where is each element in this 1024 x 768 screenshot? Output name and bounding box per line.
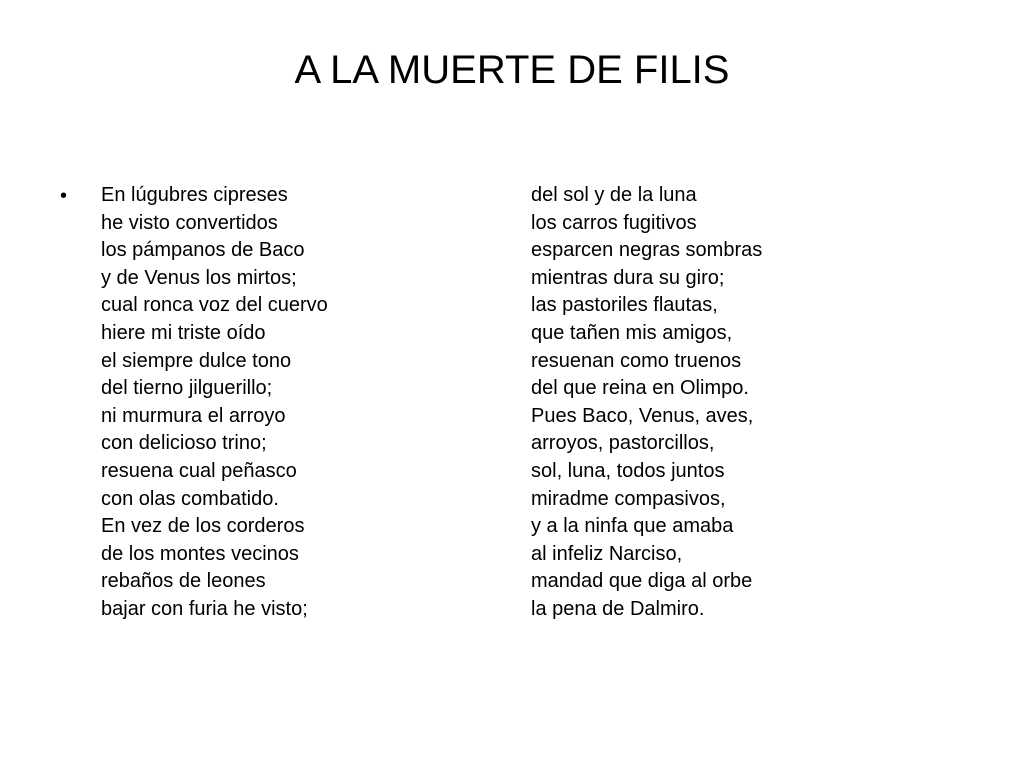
poem-line: En vez de los corderos <box>101 515 305 538</box>
poem-line: rebaños de leones <box>101 570 266 593</box>
poem-line: Pues Baco, Venus, aves, <box>531 404 754 427</box>
poem-line: mandad que diga al orbe <box>531 570 753 593</box>
poem-line: sol, luna, todos juntos <box>531 459 725 482</box>
poem-line: ni murmura el arroyo <box>101 404 286 427</box>
poem-line: bajar con furia he visto; <box>101 597 308 620</box>
poem-line: de los montes vecinos <box>101 542 299 565</box>
poem-line: con olas combatido. <box>101 487 279 510</box>
poem-line: al infeliz Narciso, <box>531 542 683 565</box>
poem-line: y de Venus los mirtos; <box>101 266 297 289</box>
poem-line: miradme compasivos, <box>531 487 726 510</box>
poem-line: los pámpanos de Baco <box>101 239 305 262</box>
poem-line: del tierno jilguerillo; <box>101 377 273 400</box>
poem-line: los carros fugitivos <box>531 211 697 234</box>
poem-line: del que reina en Olimpo. <box>531 377 749 400</box>
poem-line: del sol y de la luna <box>531 184 697 206</box>
poem-line: el siempre dulce tono <box>101 349 292 372</box>
poem-line: que tañen mis amigos, <box>531 321 733 344</box>
poem-line: esparcen negras sombras <box>531 239 763 262</box>
poem-line: resuenan como truenos <box>531 349 742 372</box>
poem-line: he visto convertidos <box>101 211 278 234</box>
poem-line: la pena de Dalmiro. <box>531 597 705 620</box>
poem-line: hiere mi triste oído <box>101 321 266 344</box>
poem-line: las pastoriles flautas, <box>531 294 718 317</box>
poem-line: con delicioso trino; <box>101 432 267 455</box>
poem-left-column <box>101 182 501 624</box>
poem-line: En lúgubres cipreses <box>101 184 288 206</box>
bullet-marker: • <box>60 185 68 207</box>
poem-line: arroyos, pastorcillos, <box>531 432 715 455</box>
slide-title: A LA MUERTE DE FILIS <box>294 48 730 92</box>
poem-line: cual ronca voz del cuervo <box>101 294 328 317</box>
poem-line: y a la ninfa que amaba <box>531 515 734 538</box>
poem-line: resuena cual peñasco <box>101 459 297 482</box>
poem-right-column <box>531 182 971 624</box>
poem-line: mientras dura su giro; <box>531 266 725 289</box>
